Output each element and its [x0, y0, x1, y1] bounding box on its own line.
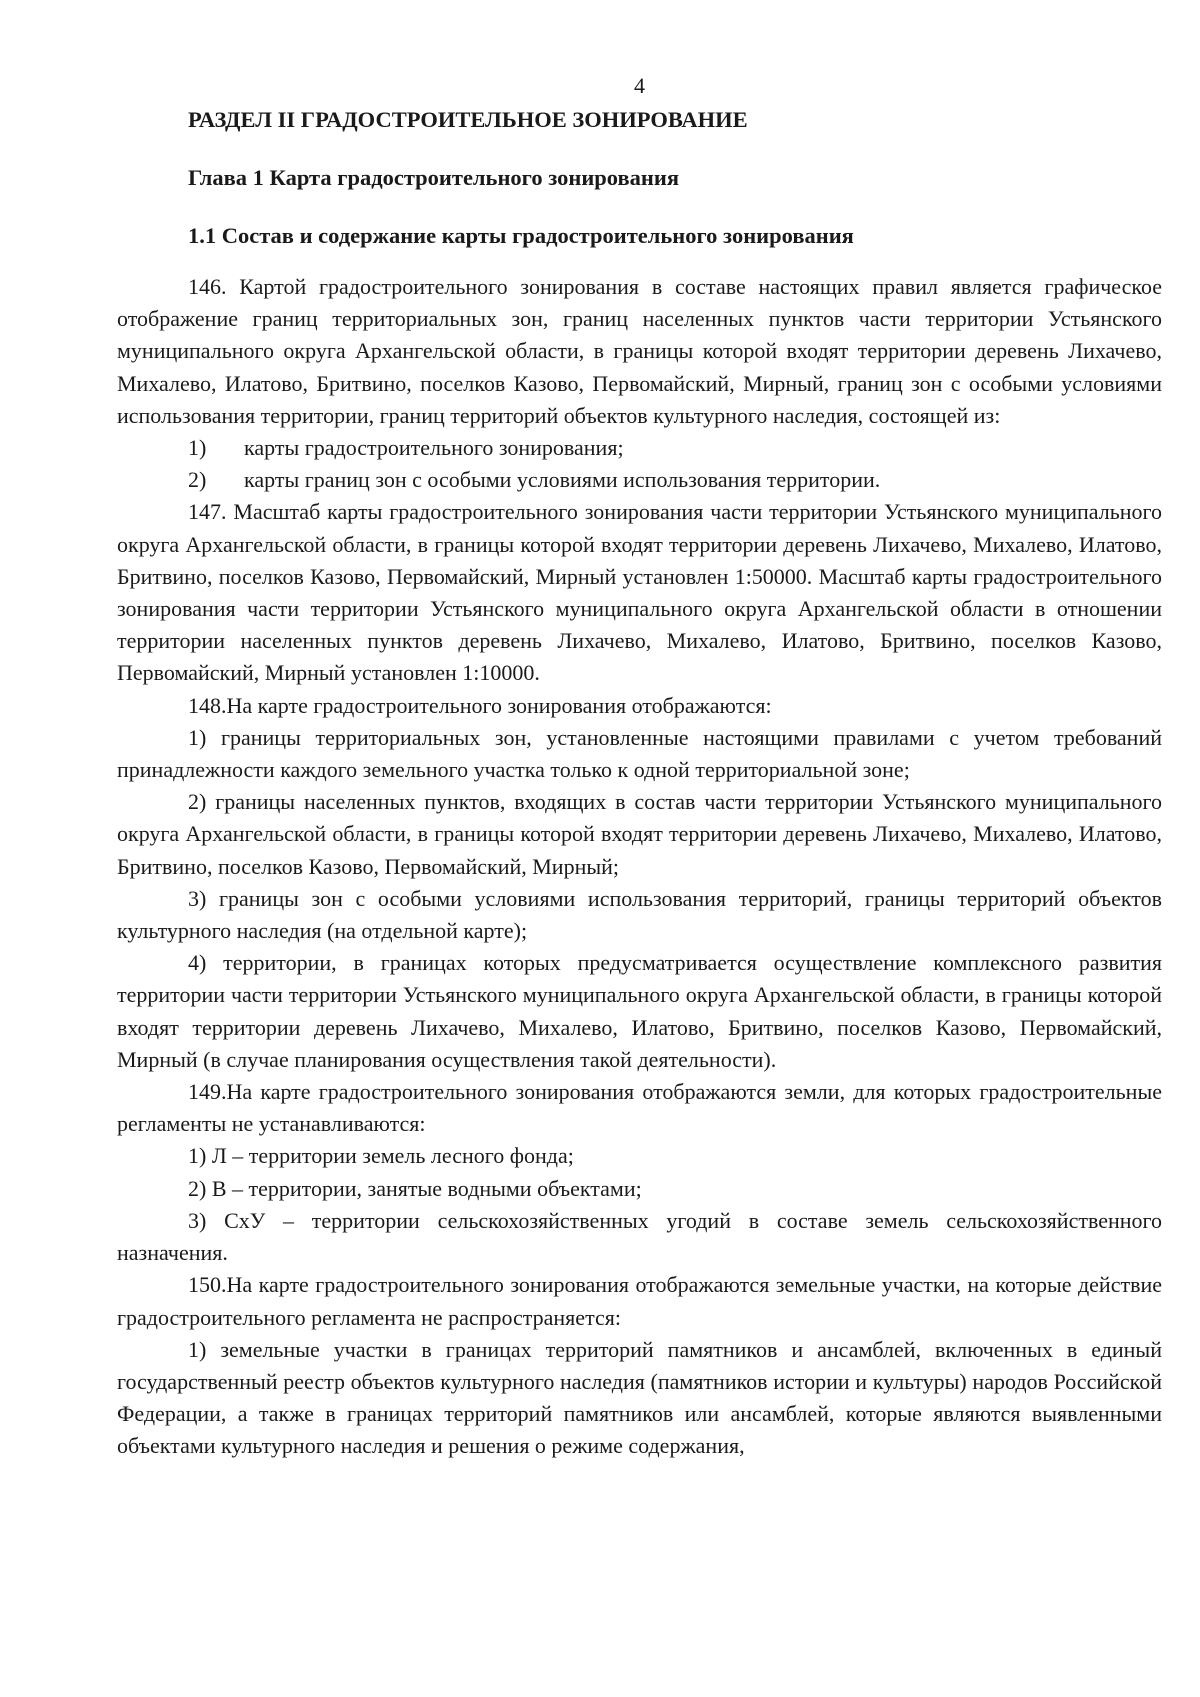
paragraph-149: 149.На карте градостроительного зонирования отображаются земли, для которых градостроительные регламенты не устанавливаются: [117, 1079, 1162, 1137]
list-item-text: карты границ зон с особыми условиями использования территории. [244, 467, 881, 493]
list-item-number: 1) [188, 435, 207, 461]
page-number: 4 [634, 73, 645, 98]
section-title: РАЗДЕЛ II ГРАДОСТРОИТЕЛЬНОЕ ЗОНИРОВАНИЕ [188, 107, 748, 132]
paragraph-146: 146. Картой градостроительного зонирования в составе настоящих правил является графическое отображение границ территориальных зон, границ населенных пунктов части территории Устьянского муниципального округа Архангельской области, в границы которой входят территории деревень Лихачево, Михалево, Илатово, Бритвино, поселков Казово, Первомайский, Мирный, границ зон с особыми условиями использования территории, границ территорий объектов культурного наследия, состоящей из: [117, 274, 1162, 428]
paragraph-147: 147. Масштаб карты градостроительного зонирования части территории Устьянского муниципального округа Архангельской области, в границы которой входят территории деревень Лихачево, Михалево, Илатово, Бритвино, поселков Казово, Первомайский, Мирный установлен 1:50000. Масштаб карты градостроительного зонирования части территории Устьянского муниципального округа Архангельской области в отношении территории населенных пунктов деревень Лихачево, Михалево, Илатово, Бритвино, поселков Казово, Первомайский, Мирный установлен 1:10000. [117, 499, 1162, 686]
list-item: 1) земельные участки в границах территорий памятников и ансамблей, включенных в единый государственный реестр объектов культурного наследия (памятников истории и культуры) народов Российской Федерации, а также в границах территорий памятников или ансамблей, которые являются выявленными объектами культурного наследия и решения о режиме содержания, [117, 1336, 1162, 1459]
list-item: 4) территории, в границах которых предусматривается осуществление комплексного развития территории части территории Устьянского муниципального округа Архангельской области, в границы которой входят территории деревень Лихачево, Михалево, Илатово, Бритвино, поселков Казово, Первомайский, Мирный (в случае планирования осуществления такой деятельности). [117, 950, 1162, 1072]
paragraph-148: 148.На карте градостроительного зонирования отображаются: [188, 692, 772, 718]
list-item: 3) СхУ – территории сельскохозяйственных угодий в составе земель сельскохозяйственного назначения. [117, 1207, 1162, 1266]
subsection-title: 1.1 Состав и содержание карты градостроительного зонирования [188, 223, 854, 248]
list-item-text: карты градостроительного зонирования; [244, 435, 624, 461]
list-item [117, 464, 1162, 496]
list-item: 1) Л – территории земель лесного фонда; [188, 1143, 574, 1169]
chapter-title: Глава 1 Карта градостроительного зонирования [188, 165, 679, 190]
list-item-number: 2) [188, 467, 207, 493]
paragraph-150: 150.На карте градостроительного зонирования отображаются земельные участки, на которые действие градостроительного регламента не распространяется: [117, 1272, 1162, 1330]
list-item: 1) границы территориальных зон, установленные настоящими правилами с учетом требований принадлежности каждого земельного участка только к одной территориальной зоне; [117, 724, 1162, 783]
list-item [117, 432, 1162, 464]
document-page [117, 70, 1162, 1463]
list-item: 3) границы зон с особыми условиями использования территорий, границы территорий объектов культурного наследия (на отдельной карте); [117, 885, 1162, 944]
list-item: 2) границы населенных пунктов, входящих в состав части территории Устьянского муниципального округа Архангельской области, в границы которой входят территории деревень Лихачево, Михалево, Илатово, Бритвино, поселков Казово, Первомайский, Мирный; [117, 789, 1162, 879]
list-item: 2) В – территории, занятые водными объектами; [188, 1175, 642, 1201]
